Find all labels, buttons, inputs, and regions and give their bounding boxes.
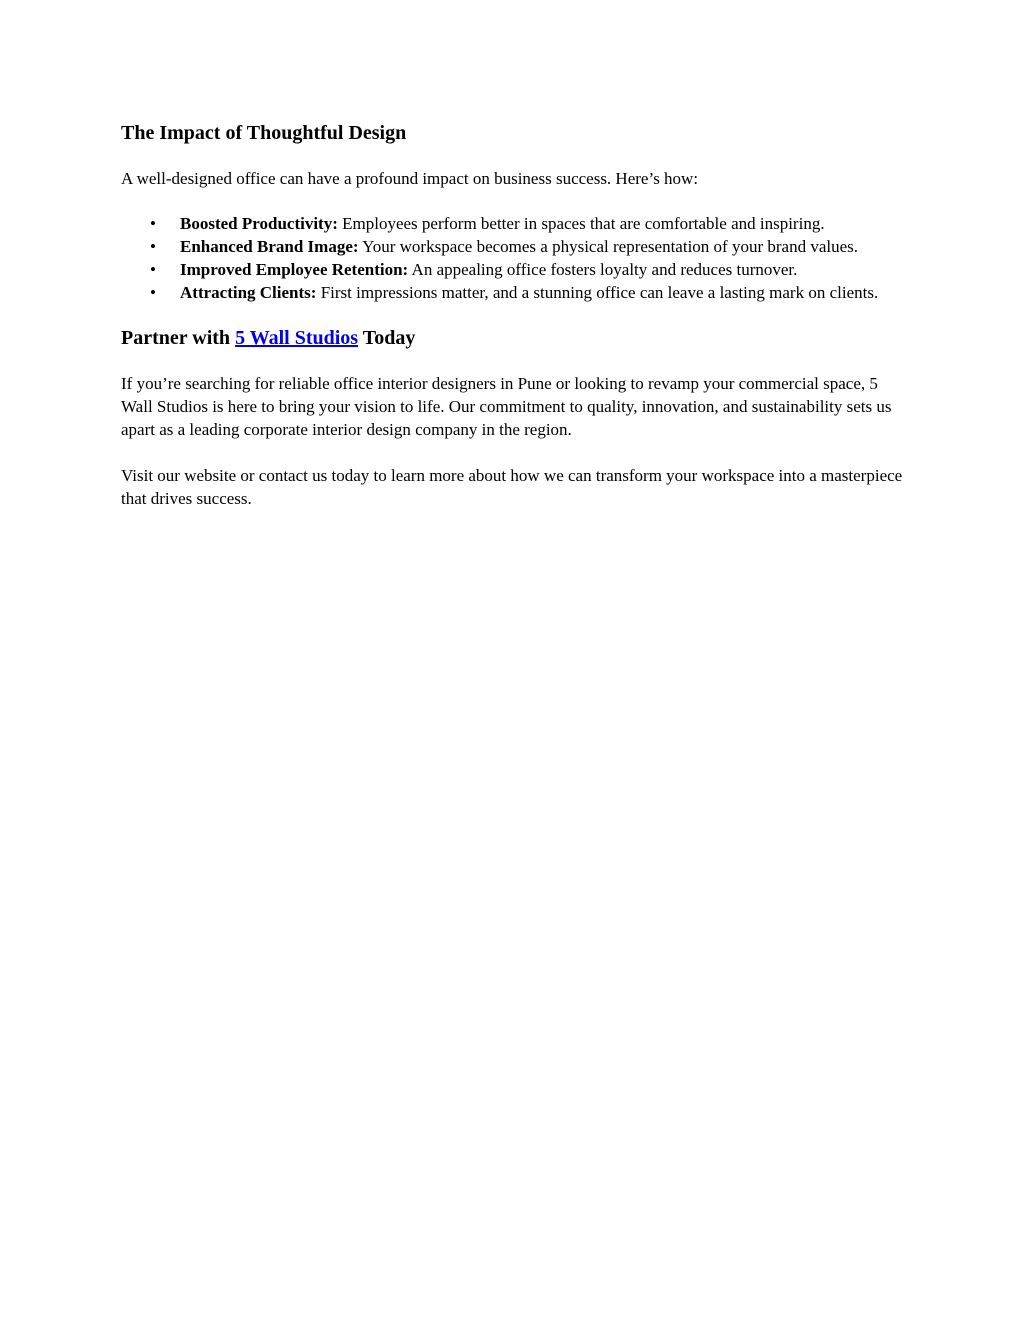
list-item-label: Attracting Clients: — [180, 283, 317, 302]
list-item-text: First impressions matter, and a stunning office can leave a lasting mark on clients. — [316, 283, 879, 302]
partner-heading — [121, 325, 911, 351]
list-item — [121, 235, 911, 258]
list-item — [121, 258, 911, 281]
impact-intro: A well-designed office can have a profound impact on business success. Here’s how: — [121, 169, 699, 188]
partner-heading-suffix: Today — [358, 327, 416, 349]
list-item-label: Boosted Productivity: — [180, 214, 338, 233]
bullet-icon: • — [150, 237, 156, 256]
list-item — [121, 212, 911, 235]
contact-paragraph: Visit our website or contact us today to learn more about how we can transform your workspace into a masterpiece that drives success. — [121, 466, 903, 508]
list-item-text: Employees perform better in spaces that are comfortable and inspiring. — [337, 214, 825, 233]
list-item-label: Enhanced Brand Image: — [180, 237, 359, 256]
bullet-icon: • — [150, 260, 156, 279]
list-item-text: An appealing office fosters loyalty and reduces turnover. — [408, 260, 798, 279]
benefits-list — [121, 212, 911, 304]
bullet-icon: • — [150, 214, 156, 233]
list-item — [121, 281, 911, 304]
list-item-text: Your workspace becomes a physical representation of your brand values. — [358, 237, 858, 256]
5-wall-studios-link[interactable]: 5 Wall Studios — [235, 327, 359, 349]
partner-paragraph: If you’re searching for reliable office interior designers in Pune or looking to revamp your commercial space, 5 Wall Studios is here to bring your vision to life. Our commitment to quality, innovation, and sustainability sets us apart as a leading corporate interior design company in the region. — [121, 374, 892, 439]
list-item-label: Improved Employee Retention: — [180, 260, 409, 279]
partner-heading-prefix: Partner with — [121, 327, 236, 349]
page-content — [121, 120, 911, 510]
impact-heading: The Impact of Thoughtful Design — [121, 122, 407, 144]
bullet-icon: • — [150, 283, 156, 302]
